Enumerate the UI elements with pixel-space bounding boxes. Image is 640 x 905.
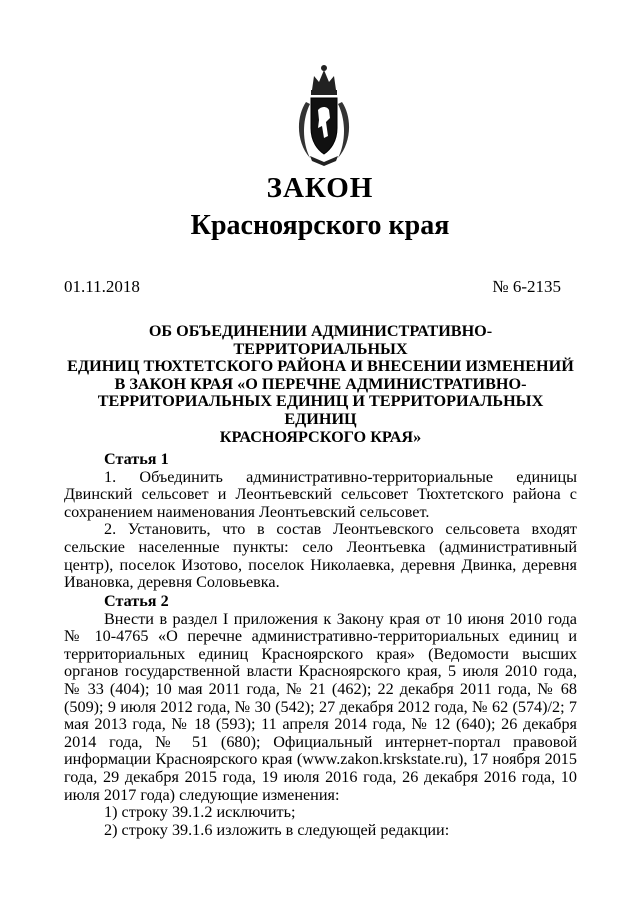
heading-line: ЕДИНИЦ ТЮХТЕТСКОГО РАЙОНА И ВНЕСЕНИИ ИЗМЕНЕНИЙ: [67, 357, 574, 376]
article-1: [64, 451, 577, 592]
article-2-item-1: 1) строку 39.1.2 исключить;: [104, 803, 296, 822]
document-date: 01.11.2018: [64, 277, 140, 296]
krasnoyarsk-coat-of-arms-icon: [292, 62, 356, 166]
document-number: № 6-2135: [492, 277, 561, 296]
heading-line: КРАСНОЯРСКОГО КРАЯ»: [219, 427, 422, 446]
article-2-title: Статья 2: [104, 592, 169, 610]
article-2-item-2: 2) строку 39.1.6 изложить в следующей редакции:: [104, 820, 450, 839]
heading-line: В ЗАКОН КРАЯ «О ПЕРЕЧНЕ АДМИНИСТРАТИВНО-: [114, 374, 527, 393]
heading-line: ОБ ОБЪЕДИНЕНИИ АДМИНИСТРАТИВНО-ТЕРРИТОРИАЛЬНЫХ: [148, 322, 493, 358]
document-title: ЗАКОН: [266, 172, 374, 204]
article-2-intro: Внести в раздел I приложения к Закону края от 10 июня 2010 года № 10-4765 «О перечне административно-территориальных единиц и территориальных единиц Красноярского края» (Ведомости высших органов государственной власти Красноярского края, 5 июля 2010 года, № 33 (404); 10 мая 2011 года, № 21 (462); 22 декабря 2011 года, № 68 (509); 9 июля 2012 года, № 30 (542); 27 декабря 2012 года, № 62 (574)/2; 7 мая 2013 года, № 18 (593); 11 апреля 2014 года, № 12 (640); 26 декабря 2014 года, № 51 (680); Официальный интернет-портал правовой информации Красноярского края (www.zakon.krskstate.ru), 17 ноября 2015 года, 29 декабря 2015 года, 19 июля 2016 года, 26 декабря 2016 года, 10 июля 2017 года) следующие изменения:: [64, 609, 577, 804]
article-1-title: Статья 1: [104, 450, 169, 468]
article-1-paragraph-2: 2. Установить, что в состав Леонтьевского сельсовета входят сельские населенные пункты: село Леонтьевка (административный центр), поселок Изотово, поселок Николаевка, деревня Двинка, деревня Ивановка, деревня Соловьевка.: [64, 520, 577, 592]
document-subtitle: Красноярского края: [190, 210, 450, 241]
article-1-paragraph-1: 1. Объединить административно-территориальные единицы Двинский сельсовет и Леонтьевский сельсовет Тюхтетского района с сохранением наименования Леонтьевский сельсовет.: [64, 467, 577, 521]
article-2: [64, 593, 577, 839]
law-heading: [64, 323, 577, 446]
heading-line: ТЕРРИТОРИАЛЬНЫХ ЕДИНИЦ И ТЕРРИТОРИАЛЬНЫХ ЕДИНИЦ: [97, 392, 544, 428]
